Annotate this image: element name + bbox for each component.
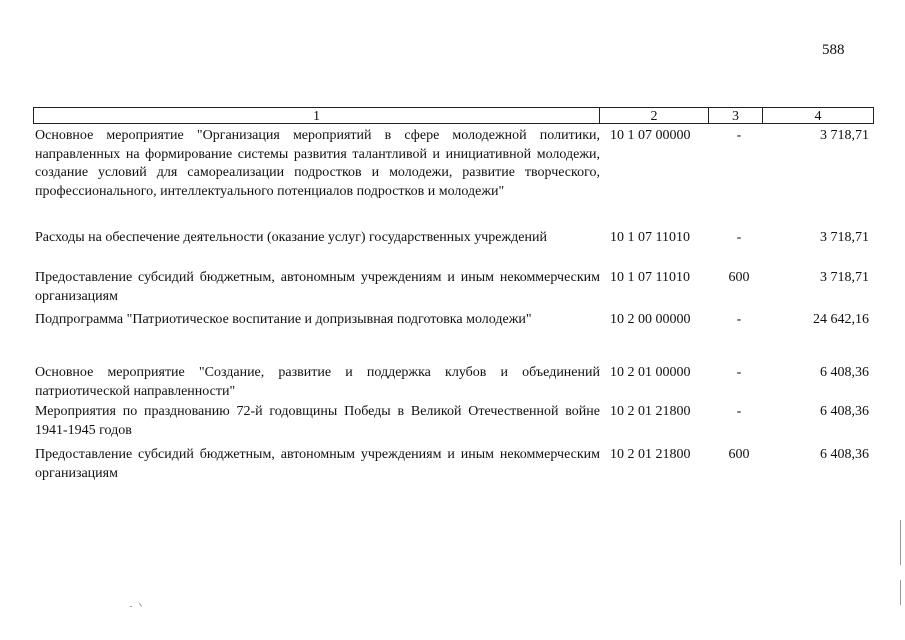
row-amount: 24 642,16 <box>813 312 869 327</box>
row-code: 10 1 07 11010 <box>610 270 690 285</box>
header-col-3: 3 <box>708 107 763 124</box>
row-code: 10 1 07 11010 <box>610 230 690 245</box>
row-type: 600 <box>728 447 750 462</box>
row-type: 600 <box>728 270 750 285</box>
row-name: Расходы на обеспечение деятельности (оказание услуг) государственных учреждений <box>35 230 547 245</box>
scan-artifact <box>139 603 142 607</box>
row-type: - <box>736 128 742 143</box>
scan-artifact <box>900 520 901 565</box>
row-name: Предоставление субсидий бюджетным, автономным учреждениям и иным некоммерческим организациям <box>35 270 600 304</box>
row-name: Мероприятия по празднованию 72-й годовщины Победы в Великой Отечественной войне 1941-1945 годов <box>35 404 600 438</box>
row-type: - <box>736 230 742 245</box>
row-amount: 6 408,36 <box>820 404 869 419</box>
row-code: 10 2 01 00000 <box>610 365 691 380</box>
row-amount: 6 408,36 <box>820 365 869 380</box>
row-name: Предоставление субсидий бюджетным, автономным учреждениям и иным некоммерческим организациям <box>35 447 600 481</box>
scan-artifact <box>900 580 901 605</box>
header-col-2: 2 <box>599 107 709 124</box>
row-type: - <box>736 365 742 380</box>
row-name: Подпрограмма "Патриотическое воспитание и допризывная подготовка молодежи" <box>35 312 532 327</box>
row-amount: 6 408,36 <box>820 447 869 462</box>
row-code: 10 1 07 00000 <box>610 128 691 143</box>
row-amount: 3 718,71 <box>820 128 869 143</box>
row-code: 10 2 01 21800 <box>610 404 691 419</box>
row-name: Основное мероприятие "Создание, развитие и поддержка клубов и объединений патриотической направленности" <box>35 365 600 399</box>
header-col-1: 1 <box>33 107 600 124</box>
row-type: - <box>736 312 742 327</box>
row-code: 10 2 01 21800 <box>610 447 691 462</box>
table-header <box>33 107 874 125</box>
row-code: 10 2 00 00000 <box>610 312 691 327</box>
page-number: 588 <box>822 42 845 58</box>
row-amount: 3 718,71 <box>820 230 869 245</box>
row-name: Основное мероприятие "Организация мероприятий в сфере молодежной политики, направленных на формирование системы развития талантливой и инициативной молодежи, создание условий для самореализации подростков и молодежи, развитие творческого, профессионального, интеллектуального потенциалов подростков и молодежи" <box>35 128 600 199</box>
header-col-4: 4 <box>762 107 874 124</box>
scan-artifact <box>130 606 132 607</box>
row-type: - <box>736 404 742 419</box>
row-amount: 3 718,71 <box>820 270 869 285</box>
